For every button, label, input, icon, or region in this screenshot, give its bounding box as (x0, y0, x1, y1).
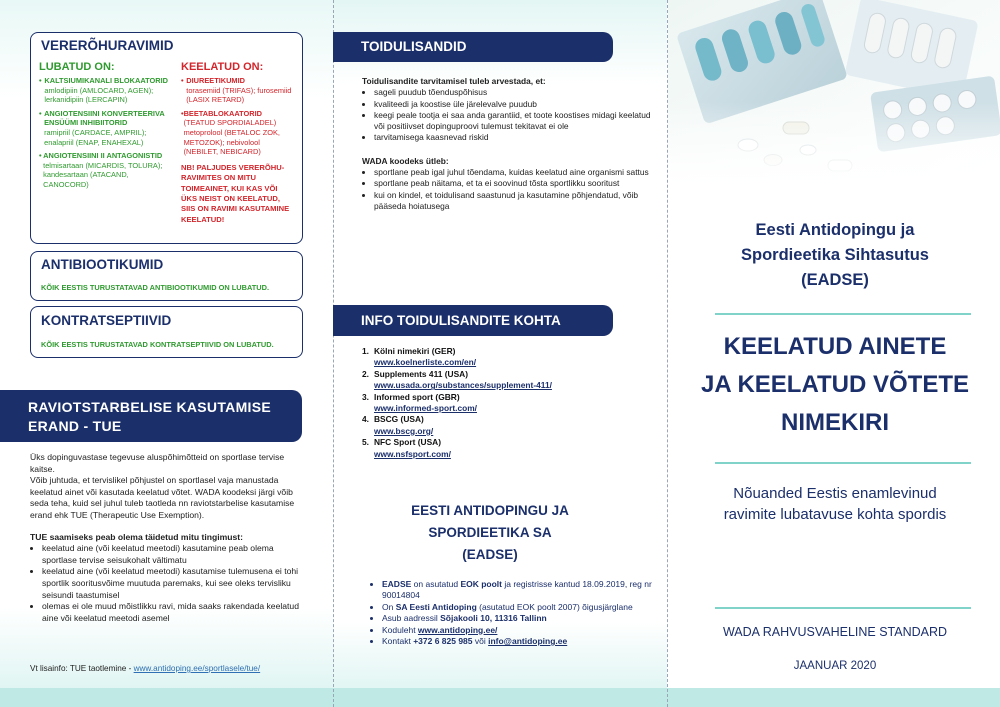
tue-conditions-list (30, 543, 306, 624)
tue-more-prefix: Vt lisainfo: TUE taotlemine - (30, 664, 134, 673)
divider-bottom (715, 607, 971, 609)
contraceptives-box (30, 306, 303, 358)
org-detail: • EADSE on asutatud EOK poolt ja registrisse kantud 18.09.2019, reg nr 90014804 (382, 579, 654, 602)
allowed-item-name: KALTSIUMIKANALI BLOKAATORID (44, 76, 168, 85)
pills-photo (668, 0, 1000, 185)
info-item-name: Kölni nimekiri (GER) (374, 346, 456, 356)
supplements-intro: Toidulisandite tarvitamisel tuleb arvestada, et: (362, 76, 546, 86)
bottom-band (0, 688, 1000, 707)
wada-item: • kui on kindel, et toidulisand saastunud ja kasutamine põhjendatud, võib pääseda hoiatusega (374, 190, 652, 213)
banned-item-name: BEETABLOKAATORID (183, 108, 263, 118)
info-item: 3. Informed sport (GBR) www.informed-sport.com/ (362, 391, 477, 414)
banned-item: • DIUREETIKUMID torasemiid (TRIFAS); furosemiid (LASIX RETARD) (181, 76, 295, 105)
supplements-item: • keegi peale tootja ei saa anda garantiid, et toote koostises midagi keelatud või positiivset dopinguproovi tulemust tekitavat ei ole (374, 110, 652, 133)
allowed-item-name: ANGIOTENSIINI II ANTAGONISTID (43, 151, 163, 161)
allowed-item-desc: ramipriil (CARDACE, AMPRIL); enalapriil (ENAP, ENAHEXAL) (44, 127, 147, 147)
tue-paragraph-2: Võib juhtuda, et tervislikel põhjustel on sportlasel vaja manustada keelatud ainet või kasutada keelatud võtet. WADA koodeksi järgi võib seda teha, kuid sel juhul tuleb taotleda nn raviotstarbelise kasutamise erand ehk TUE (Therapeutic Use Exemption). (30, 475, 295, 520)
org-title-line1: EESTI ANTIDOPINGU JA (411, 503, 569, 518)
wada-item: • sportlane peab näitama, et ta ei soovinud tõsta sportlikku sooritust (374, 178, 652, 189)
org-details (372, 579, 654, 647)
allowed-item: • ANGIOTENSIINI KONVERTEERIVA ENSÜÜMI INHIBIITORID ramipriil (CARDACE, AMPRIL); enalapriil (ENAP, ENAHEXAL) (39, 109, 175, 147)
tue-condition: • keelatud aine (või keelatud meetodi) kasutamine peab olema sportlase tervise seisukohalt vältimatu (42, 543, 306, 566)
email-link[interactable]: info@antidoping.ee (488, 636, 568, 647)
tue-conditions-heading: TUE saamiseks peab olema täidetud mitu tingimust: (30, 531, 243, 542)
pills-illustration (668, 0, 1000, 185)
info-item-link[interactable]: www.koelnerliste.com/en/ (374, 357, 477, 368)
org-title-line2: SPORDIEETIKA SA (428, 525, 552, 540)
info-banner (333, 305, 613, 336)
antibiotics-box (30, 251, 303, 301)
tue-banner (0, 390, 302, 442)
fold-line-1 (333, 0, 334, 707)
info-item: 5. NFC Sport (USA) www.nsfsport.com/ (362, 437, 451, 459)
standard-label: WADA RAHVUSVAHELINE STANDARD (722, 625, 948, 639)
supplements-item: • sageli puudub tõenduspõhisus (374, 87, 652, 98)
tue-paragraph-1: Üks dopinguvastase tegevuse aluspõhimõtteid on sportlase tervise kaitse. (30, 452, 285, 474)
main-title-line2: JA KEELATUD VÕTETE (700, 371, 970, 398)
right-org-line3: (EADSE) (801, 271, 869, 289)
tue-condition: • olemas ei ole muud mõistlikku ravi, mida saaks rakendada keelatud aine või keelatud meetodi asemel (42, 601, 306, 624)
info-item-link[interactable]: www.usada.org/substances/supplement-411/ (374, 380, 552, 391)
org-details-list (372, 579, 654, 647)
allowed-item-name: ANGIOTENSIINI KONVERTEERIVA ENSÜÜMI INHIBIITORID (44, 108, 165, 128)
supplements-item: • kvaliteedi ja koostise üle järelevalve puudub (374, 99, 652, 110)
wada-item: • sportlane peab igal juhul tõendama, kuidas keelatud aine organismi sattus (374, 167, 652, 178)
info-item-name: BSCG (USA) (374, 414, 424, 425)
allowed-item-desc: telmisartaan (MICARDIS, TOLURA); kandesartaan (ATACAND, CANOCORD) (43, 160, 163, 189)
supplements-banner (333, 32, 613, 62)
contraceptives-title: KONTRATSEPTIIVID (41, 313, 172, 328)
banned-item-desc: torasemiid (TRIFAS); furosemiid (LASIX RETARD) (186, 85, 292, 105)
allowed-heading: LUBATUD ON: (39, 61, 115, 73)
banned-column (181, 61, 295, 225)
blood-pressure-box (30, 32, 303, 244)
date-label: JAANUAR 2020 (793, 660, 877, 672)
main-title (690, 328, 980, 442)
org-block-title (380, 500, 600, 566)
main-title-line1: KEELATUD AINETE (723, 333, 947, 360)
blood-pressure-note: NB! PALJUDES VERERÕHU-RAVIMITES ON MITU TOIMEAINET, KUI KAS VÕI ÜKS NEIST ON KEELATUD, SIIS ON RAVIMI KASUTAMINE KEELATUD! (181, 162, 290, 224)
supplements-item: • tarvitamisega kaasnevad riskid (374, 132, 652, 143)
right-org-name (690, 218, 980, 293)
divider-top (715, 313, 971, 315)
org-title-line3: (EADSE) (462, 547, 518, 562)
info-item-link[interactable]: www.nsfsport.com/ (374, 448, 451, 459)
info-item-name: Supplements 411 (USA) (374, 368, 469, 379)
tue-condition: • keelatud aine (või keelatud meetodi) kasutamise tulemusena ei tohi sportlik sooritusvõime muutuda paremaks, kui see oleks tervisliku seisundi taastumisel (42, 566, 306, 601)
info-item-name: NFC Sport (USA) (374, 437, 441, 448)
supplements-list (362, 87, 652, 143)
homepage-link[interactable]: www.antidoping.ee/ (417, 624, 498, 635)
wada-list (362, 167, 652, 212)
banned-item-name: DIUREETIKUMID (186, 76, 245, 85)
banned-item: • BEETABLOKAATORID (TEATUD SPORDIALADEL) metoprolool (BETALOC ZOK, METOZOK); nebivolool (NEBILET, NEBICARD) (181, 109, 295, 157)
allowed-column (39, 61, 175, 190)
banned-item-desc: (TEATUD SPORDIALADEL) metoprolool (BETALOC ZOK, METOZOK); nebivolool (NEBILET, NEBICARD) (183, 118, 280, 157)
allowed-item-desc: amlodipiin (AMLOCARD, AGEN); lerkanidipiin (LERCAPIN) (44, 85, 154, 105)
tue-more-info (30, 664, 260, 673)
subtitle-line2: ravimite lubatavuse kohta spordis (723, 506, 947, 523)
org-detail: • Kontakt +372 6 825 985 või info@antidoping.ee (382, 636, 654, 647)
tue-body (30, 452, 306, 624)
banned-heading: KEELATUD ON: (181, 61, 264, 73)
right-org-line1: Eesti Antidopingu ja (755, 221, 915, 239)
supplements-body (362, 76, 652, 212)
allowed-item: • ANGIOTENSIINI II ANTAGONISTID telmisartaan (MICARDIS, TOLURA); kandesartaan (ATACAND, CANOCORD) (39, 151, 175, 189)
wada-heading: WADA koodeks ütleb: (362, 155, 449, 166)
info-item-link[interactable]: www.informed-sport.com/ (374, 403, 477, 414)
contraceptives-text: KÕIK EESTIS TURUSTATAVAD KONTRATSEPTIIVID ON LUBATUD. (41, 340, 274, 349)
org-detail: • Asub aadressil Sõjakooli 10, 11316 Tallinn (382, 613, 654, 624)
org-detail: • On SA Eesti Antidoping (asutatud EOK poolt 2007) õigusjärglane (382, 602, 654, 613)
info-title: INFO TOIDULISANDITE KOHTA (361, 313, 561, 328)
antibiotics-title: ANTIBIOOTIKUMID (41, 257, 164, 272)
allowed-item: • KALTSIUMIKANALI BLOKAATORID amlodipiin (AMLOCARD, AGEN); lerkanidipiin (LERCAPIN) (39, 76, 175, 105)
tue-title-line1: RAVIOTSTARBELISE KASUTAMISE (28, 399, 271, 415)
antibiotics-text: KÕIK EESTIS TURUSTATAVAD ANTIBIOOTIKUMID ON LUBATUD. (41, 283, 269, 292)
org-detail: • Koduleht www.antidoping.ee/ (382, 625, 654, 636)
right-org-line2: Spordieetika Sihtasutus (741, 246, 929, 264)
info-item: 1. Kölni nimekiri (GER) www.koelnerliste.com/en/ (362, 346, 477, 368)
info-item: 4. BSCG (USA) www.bscg.org/ (362, 414, 434, 436)
blood-pressure-title: VERERÕHURAVIMID (41, 38, 174, 53)
info-item-link[interactable]: www.bscg.org/ (374, 425, 434, 436)
main-title-line3: NIMEKIRI (781, 409, 889, 436)
divider-middle (715, 462, 971, 464)
subtitle (690, 483, 980, 525)
tue-more-link[interactable]: www.antidoping.ee/sportlasele/tue/ (133, 664, 261, 673)
subtitle-line1: Nõuanded Eestis enamlevinud (733, 485, 937, 502)
info-item: 2. Supplements 411 (USA) www.usada.org/substances/supplement-411/ (362, 368, 552, 391)
info-item-name: Informed sport (GBR) (374, 391, 460, 402)
tue-title-line2: ERAND - TUE (28, 418, 122, 434)
info-list (362, 346, 652, 460)
supplements-title: TOIDULISANDID (361, 39, 467, 54)
